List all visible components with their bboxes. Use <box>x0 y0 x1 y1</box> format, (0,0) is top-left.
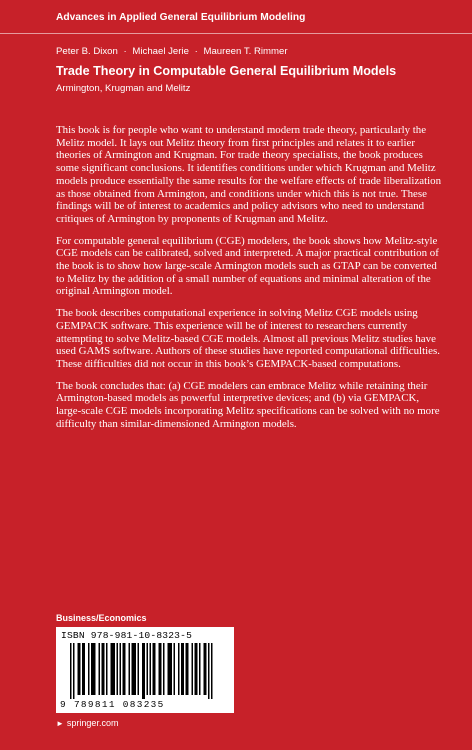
barcode-bar <box>150 643 152 695</box>
barcode-bar <box>135 643 137 695</box>
barcode-bar <box>147 643 149 695</box>
barcode-bar <box>120 643 122 695</box>
barcode-bar <box>204 643 206 695</box>
barcode-bar <box>168 643 170 695</box>
barcode-bar <box>78 643 80 695</box>
barcode-bar <box>70 643 72 699</box>
isbn-label: ISBN 978-981-10-8323-5 <box>61 630 193 641</box>
barcode-bar <box>93 643 95 695</box>
author-name: Michael Jerie <box>132 46 189 57</box>
barcode-bar <box>171 643 173 695</box>
barcode-bar <box>154 643 156 695</box>
barcode-bar <box>114 643 116 695</box>
blurb-paragraph: This book is for people who want to understand modern trade theory, particularly the Melitz model. It lays out Melitz theory from first principles and relates it to earlier theories of Armington and Krugman. For trade theory specialists, the book produces some significant conclusions. It identifies conditions under which Krugman and Melitz models produce essentially the same results for the welfare effects of trade liberalization as those obtained from Armington, and conditions under which this is not true. These findings will be of interest to academics and policy advisors who need to understand critiques of Armington by proponents of Krugman and Melitz. <box>56 124 442 225</box>
barcode-bar <box>205 643 207 695</box>
barcode-digits: 9 789811 083235 <box>60 699 165 710</box>
barcode-bar <box>117 643 119 695</box>
barcode-bar <box>211 643 213 699</box>
barcode-bar <box>199 643 201 695</box>
blurb-paragraph: The book describes computational experience in solving Melitz CGE models using GEMPACK software. This experience will be of interest to researchers currently attempting to solve Melitz-based CGE models. Almost all previous Melitz studies have used GAMS software. Authors of these studies have reported computational difficulties. These difficulties did not occur in this book’s GEMPACK-based computations. <box>56 307 440 370</box>
barcode-bar <box>187 643 189 695</box>
barcode-bar <box>123 643 125 695</box>
barcode-bar <box>99 643 101 695</box>
book-title: Trade Theory in Computable General Equilibrium Models <box>56 64 397 78</box>
author-name: Peter B. Dixon <box>56 46 118 57</box>
barcode-bar <box>79 643 81 695</box>
barcode-bar <box>186 643 188 695</box>
book-subtitle: Armington, Krugman and Melitz <box>56 83 191 94</box>
barcode-bar <box>195 643 197 695</box>
barcode-bar <box>181 643 183 695</box>
barcode-bar <box>84 643 86 695</box>
author-separator: · <box>123 46 127 57</box>
barcode-bar <box>138 643 140 695</box>
barcode-bar <box>129 643 131 695</box>
barcode-bar <box>132 643 134 695</box>
barcode-bar <box>91 643 93 695</box>
series-title: Advances in Applied General Equilibrium Modeling <box>56 12 306 23</box>
barcode-bar <box>106 643 108 695</box>
barcode-bar <box>88 643 90 695</box>
barcode-bar <box>142 643 144 699</box>
barcode-bar <box>73 643 75 699</box>
blurb-paragraph: For computable general equilibrium (CGE) modelers, the book shows how Melitz-style CGE models can be calibrated, solved and interpreted. A major practical contribution of the book is to show how large-scale Armington models such as GTAP can be converted to Melitz by the addition of a small number of equations and minimal alteration of the original Armington model. <box>56 234 439 298</box>
barcode-bar <box>183 643 185 695</box>
isbn-barcode <box>56 627 234 713</box>
publisher-url: springer.com <box>66 718 119 728</box>
barcode-bar <box>133 643 135 695</box>
barcode-bar <box>163 643 165 695</box>
blurb <box>56 124 446 439</box>
barcode-bar <box>111 643 113 695</box>
barcode-bar <box>144 643 146 699</box>
barcode-bar <box>124 643 126 695</box>
header-divider <box>0 33 472 34</box>
barcode-bar <box>192 643 194 695</box>
barcode-bar <box>153 643 155 695</box>
barcode-bars <box>70 643 222 699</box>
barcode-bar <box>112 643 114 695</box>
barcode-bar <box>178 643 180 695</box>
author-name: Maureen T. Rimmer <box>203 46 288 57</box>
barcode-bar <box>94 643 96 695</box>
blurb-paragraph: The book concludes that: (a) CGE modelers can embrace Melitz while retaining their Armington-based models as powerful interpretive devices; and (b) via GEMPACK, large-scale CGE models incorporating Melitz specifications can be solved with no more difficulty than similar-dimensioned Armington models. <box>56 379 440 430</box>
author-list <box>56 46 288 57</box>
barcode-bar <box>82 643 84 695</box>
subject-category: Business/Economics <box>56 613 147 623</box>
author-separator: · <box>194 46 198 57</box>
barcode-bar <box>159 643 161 695</box>
arrow-icon: ► <box>56 719 64 728</box>
publisher-link[interactable] <box>56 718 118 728</box>
barcode-bar <box>196 643 198 695</box>
barcode-bar <box>103 643 105 695</box>
barcode-bar <box>160 643 162 695</box>
barcode-bar <box>174 643 176 695</box>
barcode-bar <box>208 643 210 699</box>
barcode-bar <box>169 643 171 695</box>
barcode-bar <box>102 643 104 695</box>
